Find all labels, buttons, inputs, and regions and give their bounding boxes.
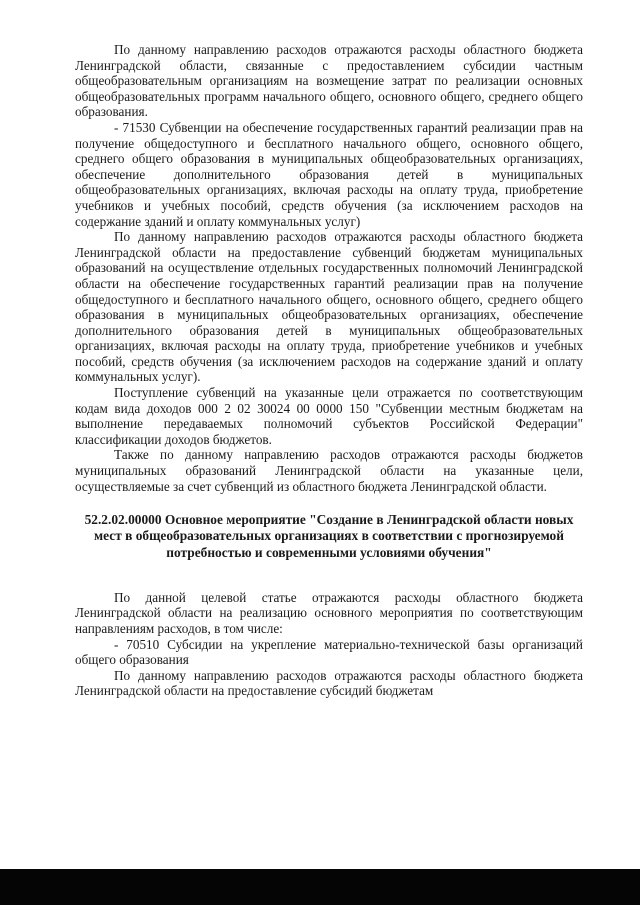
document-page <box>75 42 583 699</box>
paragraph-subvention-municipal: По данному направлению расходов отражаются расходы областного бюджета Ленинградской области на предоставление субвенций бюджетам муниципальных образований на осуществление отдельных государственных полномочий Ленинградской области на обеспечение государственных гарантий реализации прав на получение общедоступного и бесплатного начального общего, основного общего, среднего общего образования в муниципальных общеобразовательных организациях, обеспечение дополнительного образования детей в муниципальных общеобразовательных организациях, включая расходы на оплату труда, приобретение учебников и учебных пособий, средств обучения (за исключением расходов на содержание зданий и оплату коммунальных услуг). <box>75 229 583 385</box>
paragraph-subsidy-municipal: По данному направлению расходов отражаются расходы областного бюджета Ленинградской области на предоставление субсидий бюджетам <box>75 667 583 699</box>
section-heading-52-2-02: 52.2.02.00000 Основное мероприятие "Создание в Ленинградской области новых мест в общеобразовательных организациях в соответствии с прогнозируемой потребностью и современными условиями обучения" <box>84 512 574 560</box>
paragraph-income-codes: Поступление субвенций на указанные цели отражается по соответствующим кодам вида доходов 000 2 02 30024 00 0000 150 "Субвенции местным бюджетам на выполнение передаваемых полномочий субъектов Российской Федерации" классификации доходов бюджетов. <box>75 385 583 447</box>
scan-bottom-edge <box>0 869 640 905</box>
paragraph-70510-subsidy: - 70510 Субсидии на укрепление материально-технической базы организаций общего образования <box>75 636 583 668</box>
paragraph-private-schools-subsidy: По данному направлению расходов отражаются расходы областного бюджета Ленинградской области, связанные с предоставлением субсидии частным общеобразовательным организациям на возмещение затрат по реализации основных общеобразовательных программ начального общего, основного общего, среднего общего образования. <box>75 42 583 120</box>
paragraph-municipal-expenses: Также по данному направлению расходов отражаются расходы бюджетов муниципальных образований Ленинградской области на указанные цели, осуществляемые за счет субвенций из областного бюджета Ленинградской области. <box>75 447 583 494</box>
paragraph-target-article: По данной целевой статье отражаются расходы областного бюджета Ленинградской области на реализацию основного мероприятия по соответствующим направлениям расходов, в том числе: <box>75 589 583 637</box>
paragraph-71530-subvention: - 71530 Субвенции на обеспечение государственных гарантий реализации прав на получение общедоступного и бесплатного начального общего, основного общего, среднего общего образования в муниципальных общеобразовательных организациях, обеспечение дополнительного образования детей в муниципальных общеобразовательных организациях, включая расходы на оплату труда, приобретение учебников и учебных пособий, средств обучения (за исключением расходов на содержание зданий и оплату коммунальных услуг) <box>75 119 583 229</box>
